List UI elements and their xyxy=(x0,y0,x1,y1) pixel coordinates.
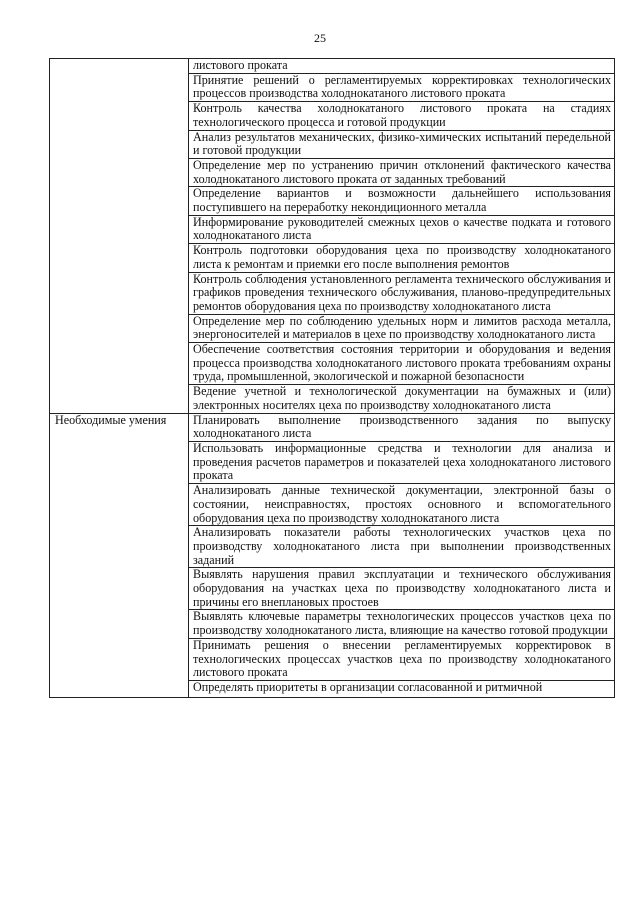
labor-action-item: Контроль качества холоднокатаного листового проката на стадиях технологического процесса и готовой продукции xyxy=(189,102,615,130)
labor-action-item: Контроль соблюдения установленного регламента технического обслуживания и графиков проведения технического обслуживания, планово-предупредительных ремонтов оборудования цеха по производству холоднокатаного листа xyxy=(189,272,615,314)
skill-item: Использовать информационные средства и технологии для анализа и проведения расчетов параметров и показателей цеха холоднокатаного листового проката xyxy=(189,441,615,483)
skill-item: Анализировать показатели работы технологических участков цеха по производству холоднокатаного листа при выполнении производственных заданий xyxy=(189,526,615,568)
labor-action-item: Определение мер по соблюдению удельных норм и лимитов расхода металла, энергоносителей и материалов в цехе по производству холоднокатаного листа xyxy=(189,314,615,342)
table-body xyxy=(50,59,615,698)
table-row xyxy=(50,413,615,441)
skill-item: Анализировать данные технической документации, электронной базы о состоянии, неисправностях, простоях основного и вспомогательного оборудования цеха по производству холоднокатаного листа xyxy=(189,484,615,526)
labor-action-item: Информирование руководителей смежных цехов о качестве подката и готового холоднокатаного листа xyxy=(189,215,615,243)
section-label-continued xyxy=(50,59,189,414)
section-label-skills: Необходимые умения xyxy=(50,413,189,697)
labor-action-item: Определение вариантов и возможности дальнейшего использования поступившего на переработку некондиционного металла xyxy=(189,187,615,215)
labor-action-item: Ведение учетной и технологической документации на бумажных и (или) электронных носителях цеха по производству холоднокатаного листа xyxy=(189,385,615,413)
page-number: 25 xyxy=(314,31,326,45)
skill-item: Планировать выполнение производственного задания по выпуску холоднокатаного листа xyxy=(189,413,615,441)
skill-item: Выявлять ключевые параметры технологических процессов участков цеха по производству холоднокатаного листа, влияющие на качество готовой продукции xyxy=(189,610,615,638)
labor-action-item: Обеспечение соответствия состояния территории и оборудования и ведения процесса производства холоднокатаного листового проката требованиям охраны труда, промышленной, экологической и пожарной безопасности xyxy=(189,343,615,385)
labor-action-item: Анализ результатов механических, физико-химических испытаний передельной и готовой продукции xyxy=(189,130,615,158)
skill-item: Принимать решения о внесении регламентируемых корректировок в технологических процессах участков цеха по производству холоднокатаного листового проката xyxy=(189,638,615,680)
labor-action-item: Принятие решений о регламентируемых корректировках технологических процессов производства холоднокатаного листового проката xyxy=(189,73,615,101)
labor-action-item: Контроль подготовки оборудования цеха по производству холоднокатаного листа к ремонтам и приемки его после выполнения ремонтов xyxy=(189,244,615,272)
competency-table xyxy=(49,58,615,698)
labor-action-item: листового проката xyxy=(189,59,615,74)
labor-action-item: Определение мер по устранению причин отклонений фактического качества холоднокатаного листового проката от заданных требований xyxy=(189,158,615,186)
skill-item: Выявлять нарушения правил эксплуатации и технического обслуживания оборудования на участках цеха по производству холоднокатаного листа и причины его внеплановых простоев xyxy=(189,568,615,610)
table-row xyxy=(50,59,615,74)
skill-item: Определять приоритеты в организации согласованной и ритмичной xyxy=(189,680,615,697)
